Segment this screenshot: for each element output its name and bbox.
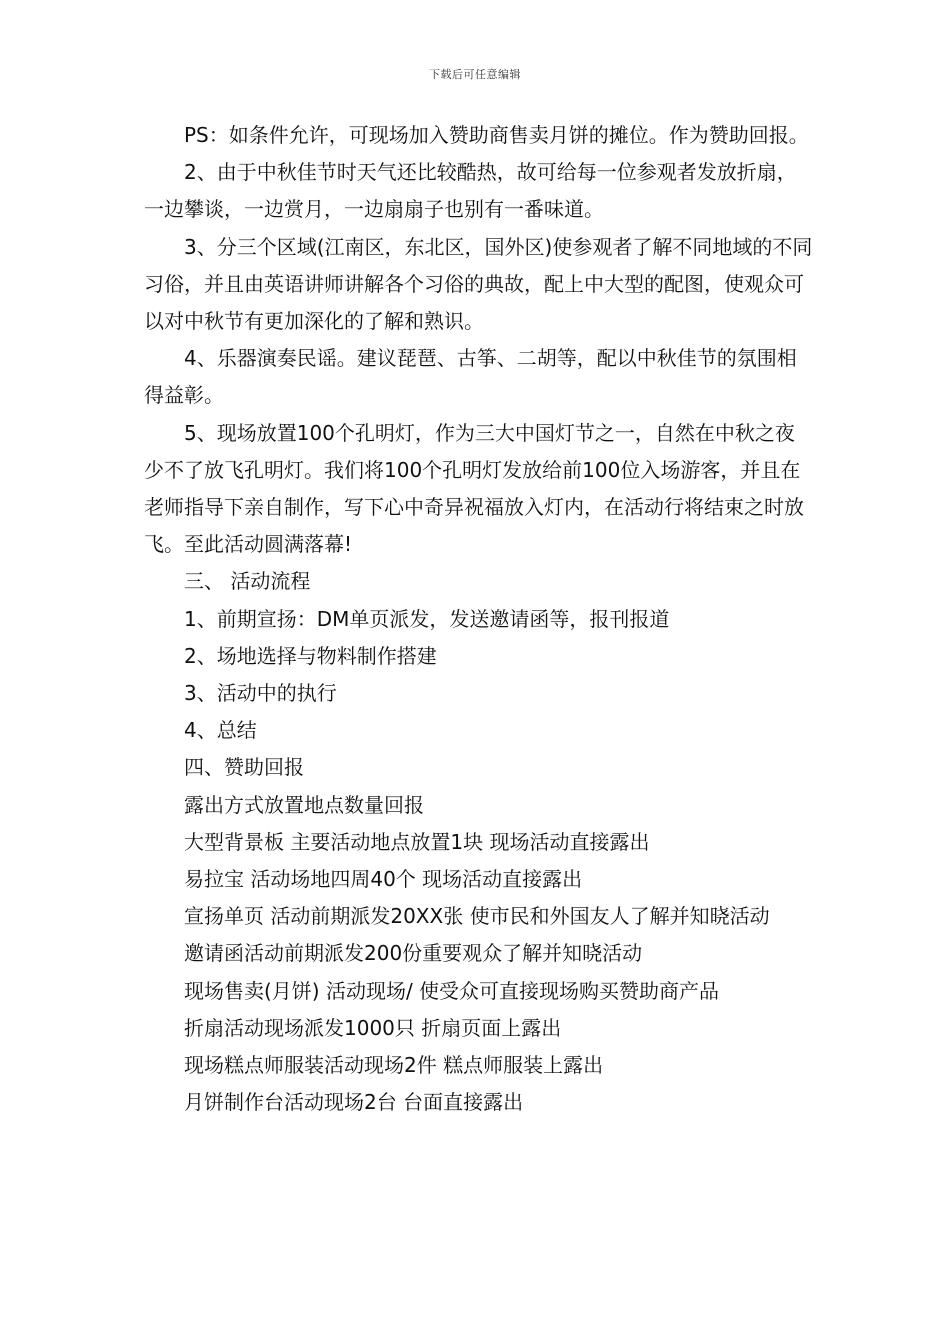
sponsor-row-invitation: 邀请函活动前期派发200份重要观众了解并知晓活动: [184, 941, 643, 966]
sponsor-row-rollup-banner: 易拉宝 活动场地四周40个 现场活动直接露出: [184, 867, 583, 892]
flow-step-3: 3、活动中的执行: [184, 681, 337, 706]
paragraph-item-3-regions: 3、分三个区域(江南区，东北区，国外区)使参观者了解不同地域的不同习俗，并且由英语讲师讲解各个习俗的典故，配上中大型的配图，使观众可以对中秋节有更加深化的了解和熟识。: [144, 234, 813, 334]
section-heading-sponsor-return: 四、赞助回报: [184, 755, 304, 780]
section-heading-activity-flow: 三、 活动流程: [184, 569, 311, 594]
flow-step-4: 4、总结: [184, 718, 257, 743]
sponsor-row-backdrop: 大型背景板 主要活动地点放置1块 现场活动直接露出: [184, 829, 650, 854]
sponsor-row-pastry-chef-uniform: 现场糕点师服装活动现场2件 糕点师服装上露出: [184, 1053, 604, 1078]
sponsor-table-header: 露出方式放置地点数量回报: [184, 792, 424, 817]
flow-step-1: 1、前期宣扬：DM单页派发，发送邀请函等，报刊报道: [184, 606, 670, 631]
sponsor-row-mooncake-sale: 现场售卖(月饼) 活动现场/ 使受众可直接现场购买赞助商产品: [184, 978, 720, 1003]
sponsor-row-folding-fan: 折扇活动现场派发1000只 折扇页面上露出: [184, 1015, 562, 1040]
paragraph-item-2-fans: 2、由于中秋佳节时天气还比较酷热，故可给每一位参观者发放折扇，一边攀谈，一边赏月，一边扇扇子也别有一番味道。: [144, 160, 797, 222]
paragraph-item-4-music: 4、乐器演奏民谣。建议琵琶、古筝、二胡等，配以中秋佳节的氛围相得益彰。: [144, 346, 797, 408]
document-body: [144, 117, 814, 1121]
sponsor-row-flyer: 宣扬单页 活动前期派发20XX张 使市民和外国友人了解并知晓活动: [184, 904, 770, 929]
paragraph-ps-sponsor-booth: PS：如条件允许，可现场加入赞助商售卖月饼的摊位。作为赞助回报。: [184, 123, 809, 147]
sponsor-row-mooncake-station: 月饼制作台活动现场2台 台面直接露出: [184, 1090, 524, 1115]
paragraph-item-5-lanterns: 5、现场放置100个孔明灯，作为三大中国灯节之一，自然在中秋之夜少不了放飞孔明灯。我们将100个孔明灯发放给前100位入场游客，并且在老师指导下亲自制作，写下心中奇异祝福放入灯内，在活动行将结束之时放飞。至此活动圆满落幕!: [144, 420, 804, 557]
header-note: 下载后可任意编辑: [429, 68, 521, 81]
flow-step-2: 2、场地选择与物料制作搭建: [184, 643, 437, 668]
